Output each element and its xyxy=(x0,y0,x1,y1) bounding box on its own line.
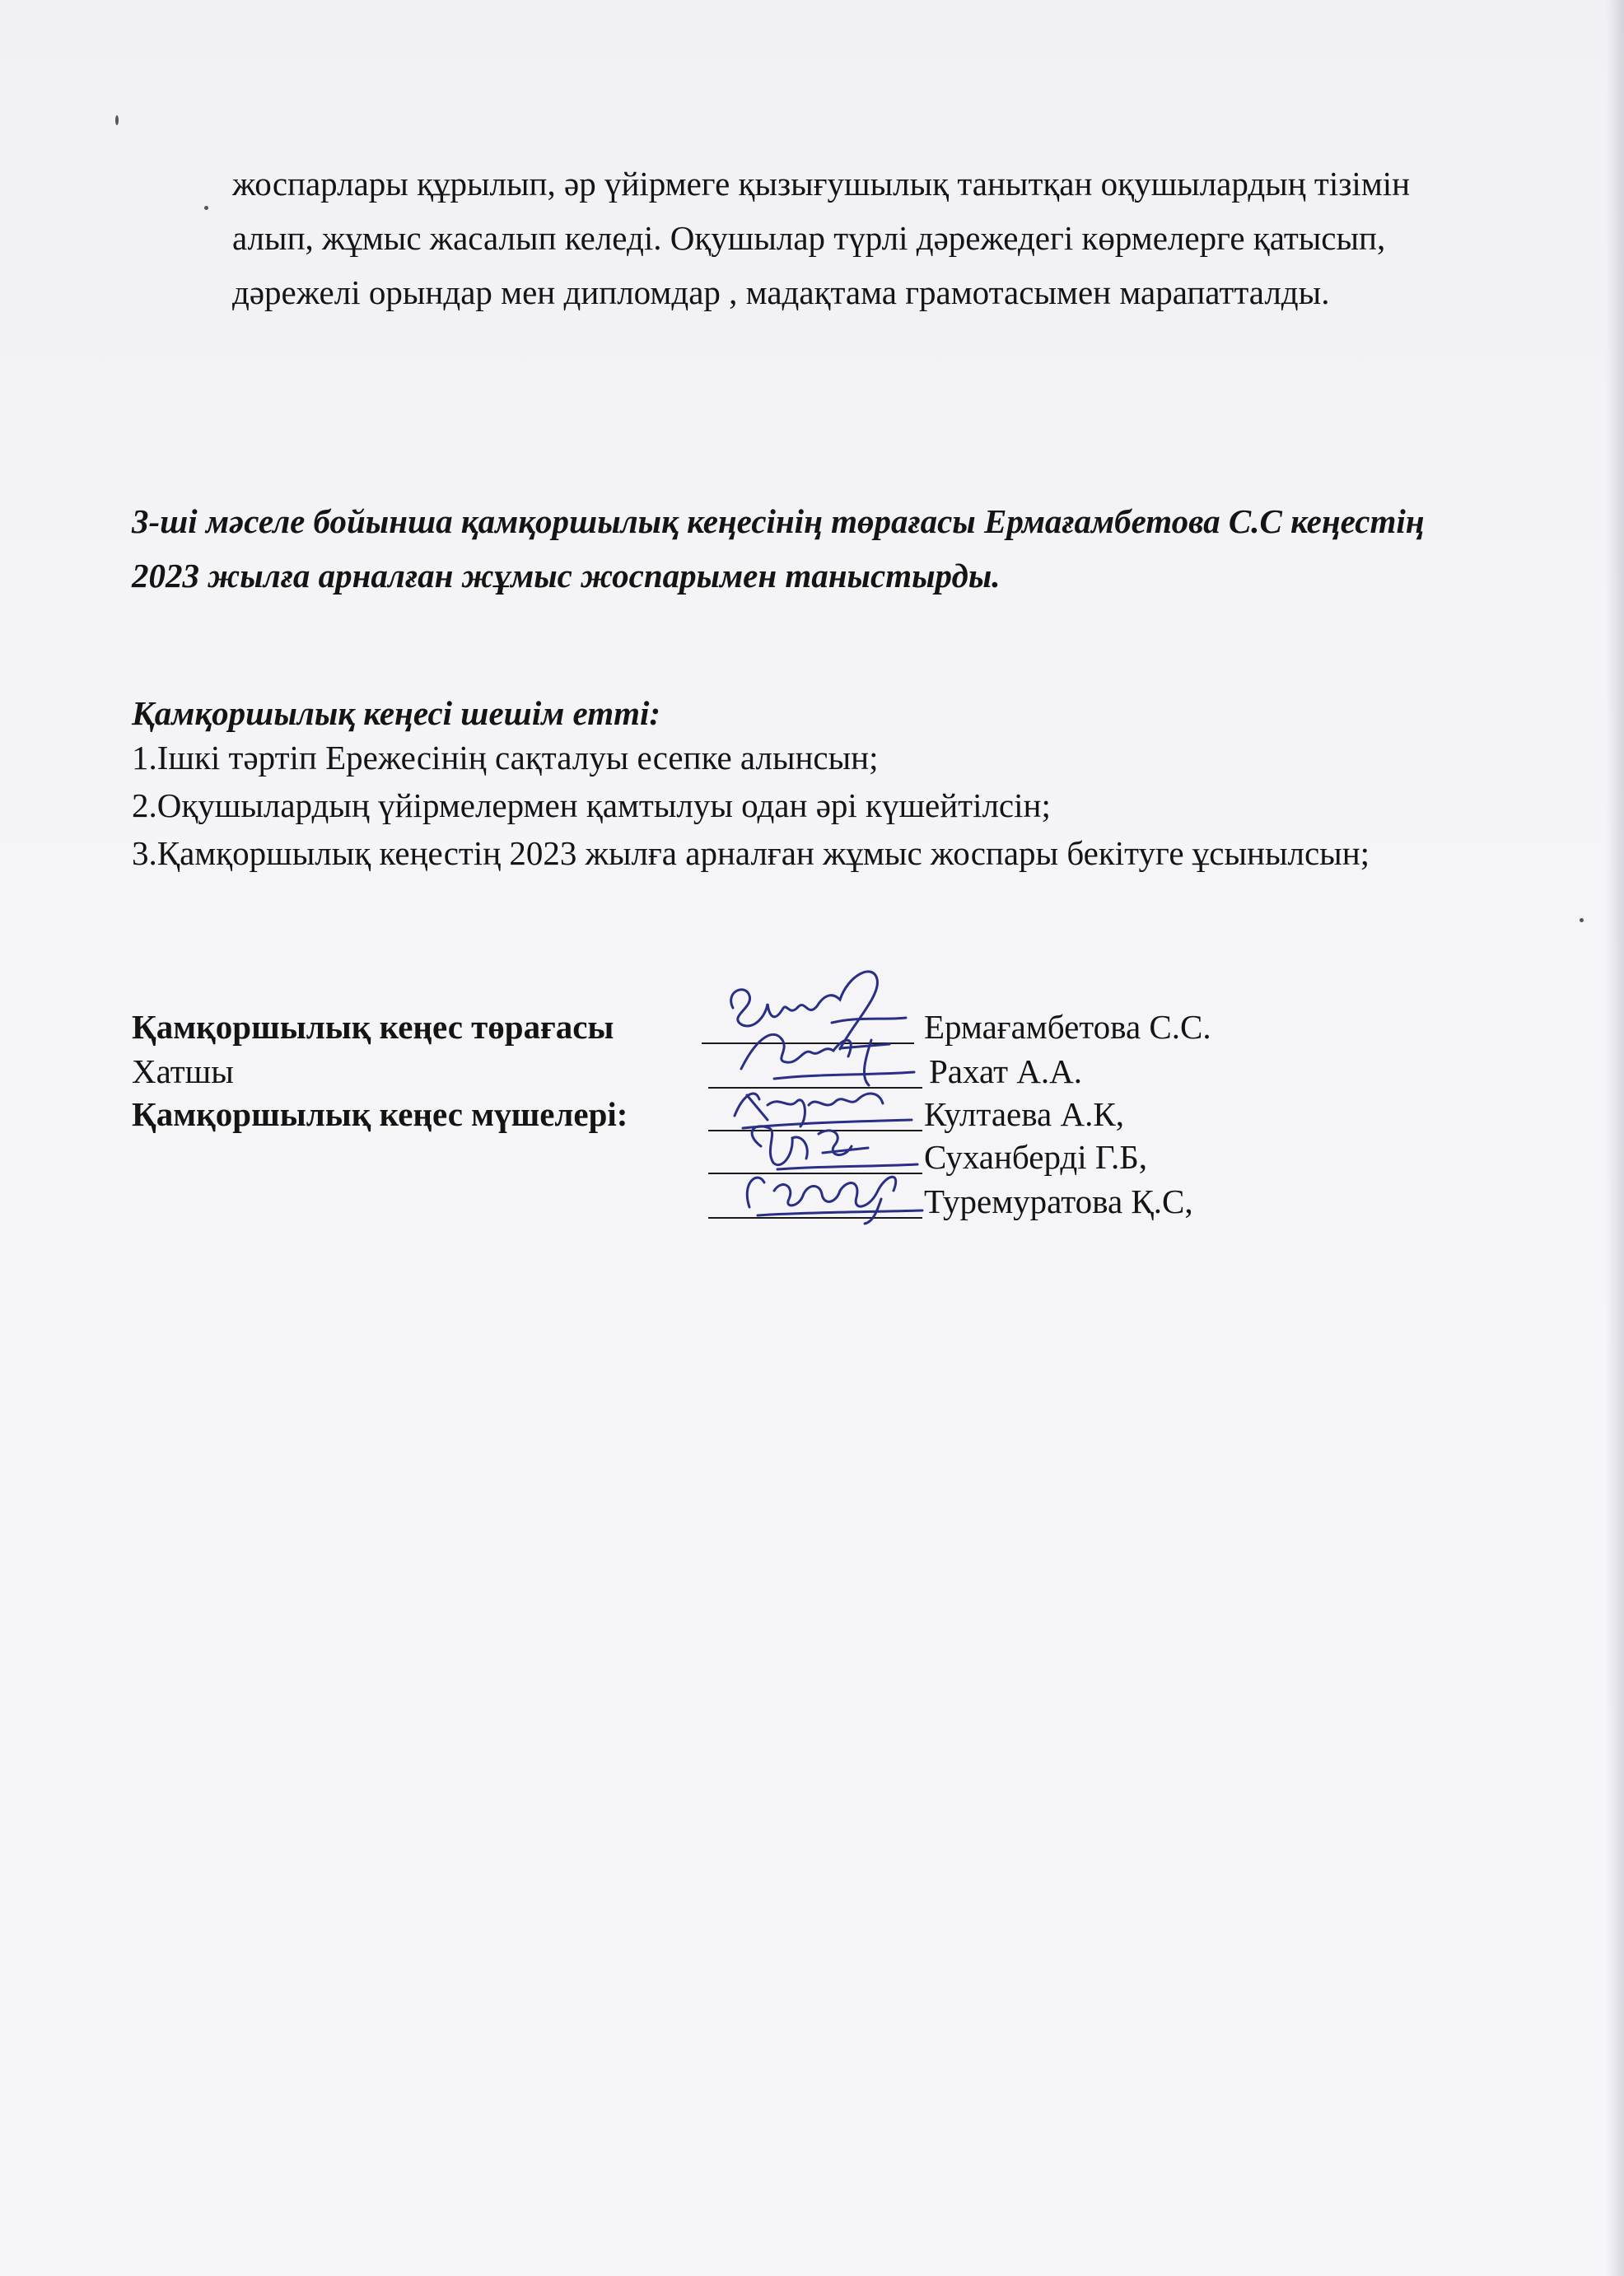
secretary-label: Хатшы xyxy=(132,1052,234,1090)
scan-speck xyxy=(1580,918,1584,922)
decision-item: 2.Оқушылардың үйірмелермен қамтылуы одан әрі күшейтілсін; xyxy=(132,786,1051,824)
decision-item: 1.Ішкі тәртіп Ережесінің сақталуы есепке алынсын; xyxy=(132,739,879,777)
member-3-name: Туремуратова Қ.С, xyxy=(924,1182,1193,1220)
decision-heading: Қамқоршылық кеңесі шешім етті: xyxy=(132,694,661,732)
member-3-signature-scribble xyxy=(725,1133,931,1224)
decision-item: 3.Қамқоршылық кеңестің 2023 жылға арналған жұмыс жоспары бекітуге ұсынылсын; xyxy=(132,834,1370,872)
decision-list xyxy=(132,738,1416,873)
member-2-name: Суханберді Г.Б, xyxy=(924,1138,1148,1176)
chair-label: Қамқоршылық кеңес төрағасы xyxy=(132,1008,614,1046)
scan-speck xyxy=(204,206,208,210)
secretary-name: Рахат А.А. xyxy=(929,1052,1082,1090)
members-label: Қамқоршылық кеңес мүшелері: xyxy=(132,1095,628,1133)
chair-name: Ермағамбетова С.С. xyxy=(924,1008,1211,1046)
page-edge-shadow xyxy=(1606,0,1624,2276)
member-1-name: Култаева А.К, xyxy=(924,1095,1124,1133)
scan-speck xyxy=(115,115,119,125)
agenda-item-3: 3-ші мәселе бойынша қамқоршылық кеңесінің төрағасы Ермағамбетова С.С кеңестің 2023 жылға арналған жұмыс жоспарымен таныстырды. xyxy=(132,502,1425,595)
intro-paragraph: жоспарлары құрылып, әр үйірмеге қызығушылық танытқан оқушылардың тізімін алып, жұмыс жасалып келеді. Оқушылар түрлі дәрежедегі көрмелерге қатысып, дәрежелі орындар мен дипломдар , мадақтама грамотасымен марапатталды. xyxy=(232,165,1411,311)
